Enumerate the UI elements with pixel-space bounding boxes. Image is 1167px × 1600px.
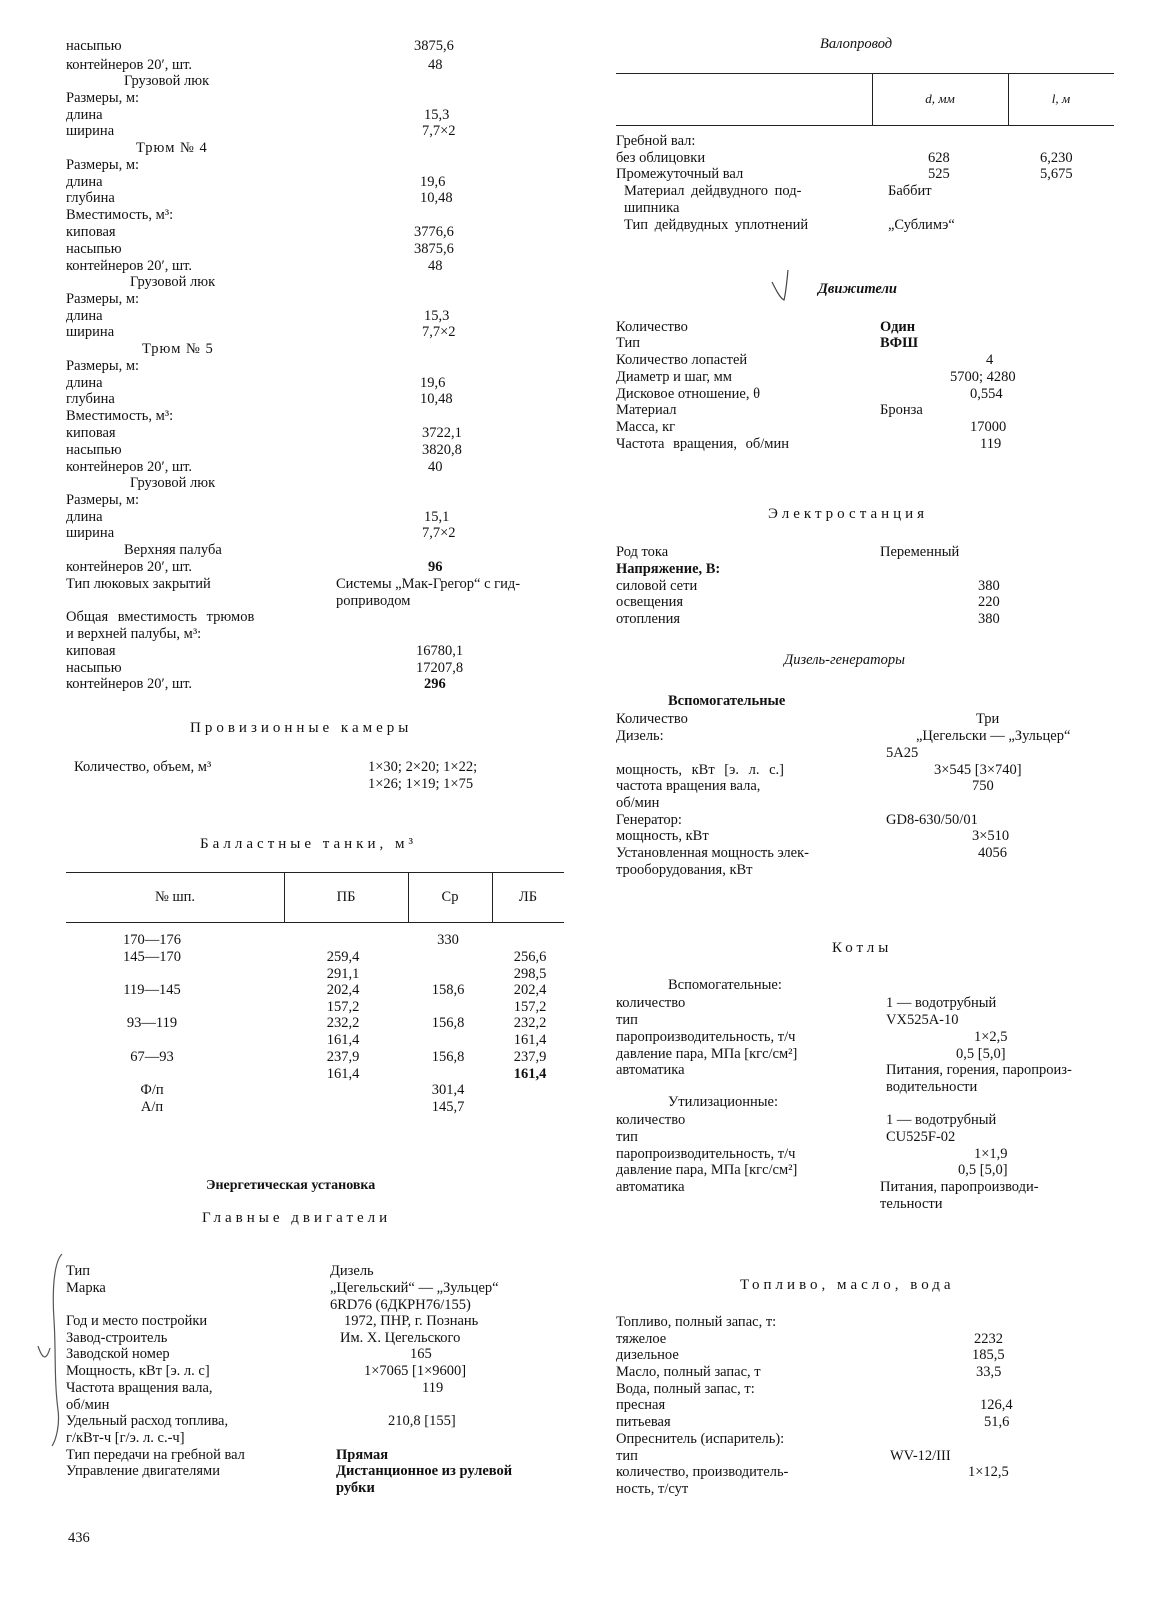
table-cell: 156,8 [431, 1049, 465, 1065]
table-cell: 119—145 [123, 982, 181, 998]
table-cell: 161,4 [326, 1066, 360, 1082]
boilers-title: Котлы [832, 940, 893, 956]
table-cell: 161,4 [513, 1032, 547, 1048]
table-cell: 67—93 [130, 1049, 174, 1065]
boilers-aux-title: Вспомогательные: [668, 977, 782, 993]
table-cell: 330 [437, 932, 459, 948]
table-cell: 156,8 [431, 1015, 465, 1031]
table-cell: 157,2 [326, 999, 360, 1015]
table-cell: 256,6 [513, 949, 547, 965]
table-cell: 291,1 [326, 966, 360, 982]
column-header: ПБ [336, 889, 356, 905]
provision-title: Провизионные камеры [190, 720, 413, 736]
table-cell: 237,9 [326, 1049, 360, 1065]
table-rule [66, 872, 564, 873]
table-rule [66, 922, 564, 923]
table-cell: 232,2 [513, 1015, 547, 1031]
table-cell: 232,2 [326, 1015, 360, 1031]
column-header: ЛБ [518, 889, 538, 905]
table-cell: Ф/п [140, 1082, 164, 1098]
table-cell: А/п [140, 1099, 164, 1115]
shafting-table [616, 73, 1116, 133]
boilers-util-title: Утилизационные: [668, 1094, 779, 1110]
column-header: Ср [441, 889, 459, 905]
column-header: № шп. [154, 889, 195, 905]
table-cell: 161,4 [326, 1032, 360, 1048]
propulsors-title: Движители [818, 281, 897, 297]
table-cell: 237,9 [513, 1049, 547, 1065]
table-cell: 145,7 [431, 1099, 465, 1115]
column-header: l, м [1051, 91, 1071, 106]
main-engines-title: Главные двигатели [202, 1210, 392, 1226]
table-cell: 259,4 [326, 949, 360, 965]
table-rule [616, 125, 1114, 126]
table-cell: 157,2 [513, 999, 547, 1015]
page-number: 436 [68, 1530, 90, 1546]
column-header: d, мм [925, 91, 955, 106]
table-cell: 202,4 [513, 982, 547, 998]
shafting-title: Валопровод [820, 36, 893, 52]
generators-title: Дизель-генераторы [784, 652, 905, 668]
table-cell: 202,4 [326, 982, 360, 998]
ballast-title: Балластные танки, м³ [200, 836, 417, 852]
table-cell: 170—176 [123, 932, 181, 948]
margin-bracket-mark [30, 1250, 70, 1450]
table-cell: 161,4 [513, 1066, 547, 1082]
generators-subtitle: Вспомогательные [668, 693, 786, 709]
energy-title: Энергетическая установка [206, 1178, 376, 1193]
table-cell: 158,6 [431, 982, 465, 998]
check-mark [770, 268, 794, 304]
table-cell: 298,5 [513, 966, 547, 982]
power-station-title: Электростанция [768, 506, 929, 522]
ballast-table [66, 872, 566, 1152]
table-cell: 93—119 [126, 1015, 178, 1031]
fuel-title: Топливо, масло, вода [740, 1277, 955, 1293]
table-rule [616, 73, 1114, 74]
table-cell: 145—170 [123, 949, 181, 965]
table-cell: 301,4 [431, 1082, 465, 1098]
